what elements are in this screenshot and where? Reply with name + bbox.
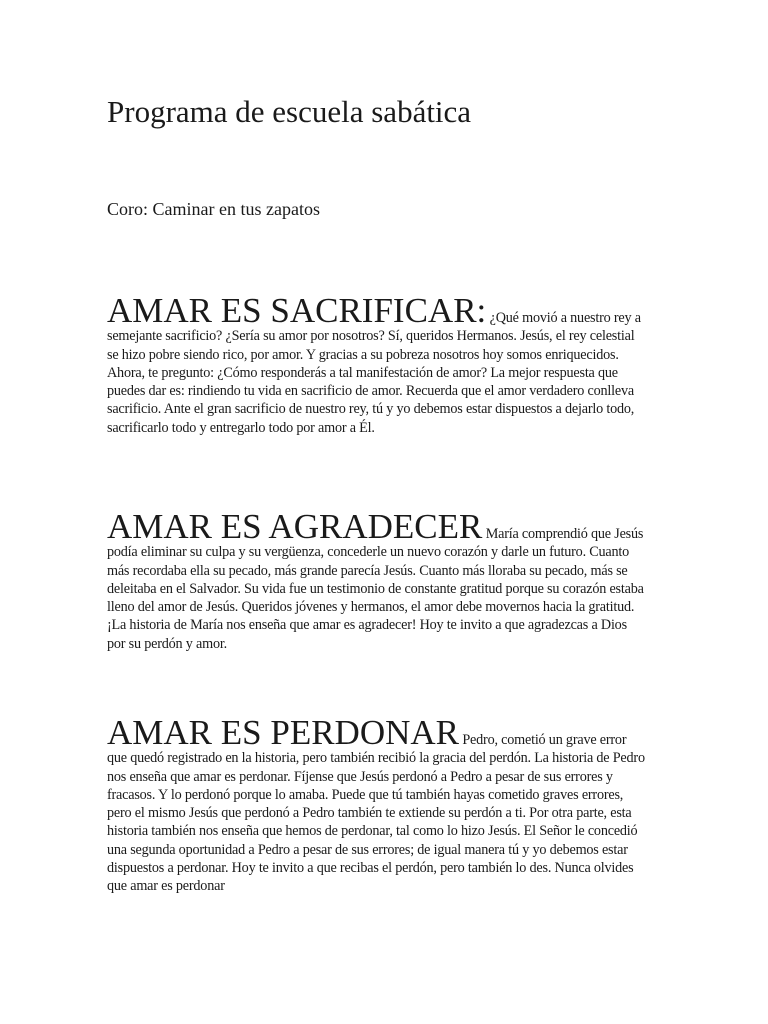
- coro-line: Coro: Caminar en tus zapatos: [107, 199, 320, 219]
- section-heading: AMAR ES SACRIFICAR:: [107, 291, 487, 330]
- section-agradecer: [107, 507, 647, 653]
- page-title: Programa de escuela sabática: [107, 94, 472, 129]
- section-heading: AMAR ES PERDONAR: [107, 713, 459, 752]
- section-body: Pedro, cometió un grave error que quedó registrado en la historia, pero también recibió la gracia del perdón. La historia de Pedro nos enseña que amar es perdonar. Fíjense que Jesús perdonó a Pedro a pesar de sus errores y fracasos. Y lo perdonó porque lo amaba. Puede que tú también hayas cometido graves errores, pero el mismo Jesús que perdonó a Pedro también te extiende su perdón a ti. Por otra parte, esta historia también nos enseña que hemos de perdonar, tal como lo hizo Jesús. El Señor le concedió una segunda oportunidad a Pedro a pesar de sus errores; de igual manera tú y yo debemos estar dispuestos a perdonar. Hoy te invito a que recibas el perdón, pero también lo des. Nunca olvides que amar es perdonar: [107, 732, 645, 895]
- section-sacrificar: [107, 291, 647, 437]
- section-perdonar: [107, 713, 647, 896]
- section-body: ¿Qué movió a nuestro rey a semejante sacrificio? ¿Sería su amor por nosotros? Sí, queridos Hermanos. Jesús, el rey celestial se hizo pobre siendo rico, por amor. Y gracias a su pobreza nosotros hoy somos enriquecidos. Ahora, te pregunto: ¿Cómo responderás a tal manifestación de amor? La mejor respuesta que puedes dar es: rindiendo tu vida en sacrificio de amor. Recuerda que el amor verdadero conlleva sacrificio. Ante el gran sacrificio de nuestro rey, tú y yo debemos estar dispuestos a dejarlo todo, sacrificarlo todo y entregarlo todo por amor a Él.: [107, 310, 641, 436]
- section-body: María comprendió que Jesús podía eliminar su culpa y su vergüenza, concederle un nuevo corazón y darle un futuro. Cuanto más recordaba ella su pecado, más grande parecía Jesús. Cuanto más lloraba su pecado, más se deleitaba en el Salvador. Su vida fue un testimonio de constante gratitud porque su corazón estaba lleno del amor de Jesús. Queridos jóvenes y hermanos, el amor debe movernos hacia la gratitud. ¡La historia de María nos enseña que amar es agradecer! Hoy te invito a que agradezcas a Dios por su perdón y amor.: [107, 526, 644, 652]
- section-heading: AMAR ES AGRADECER: [107, 507, 483, 546]
